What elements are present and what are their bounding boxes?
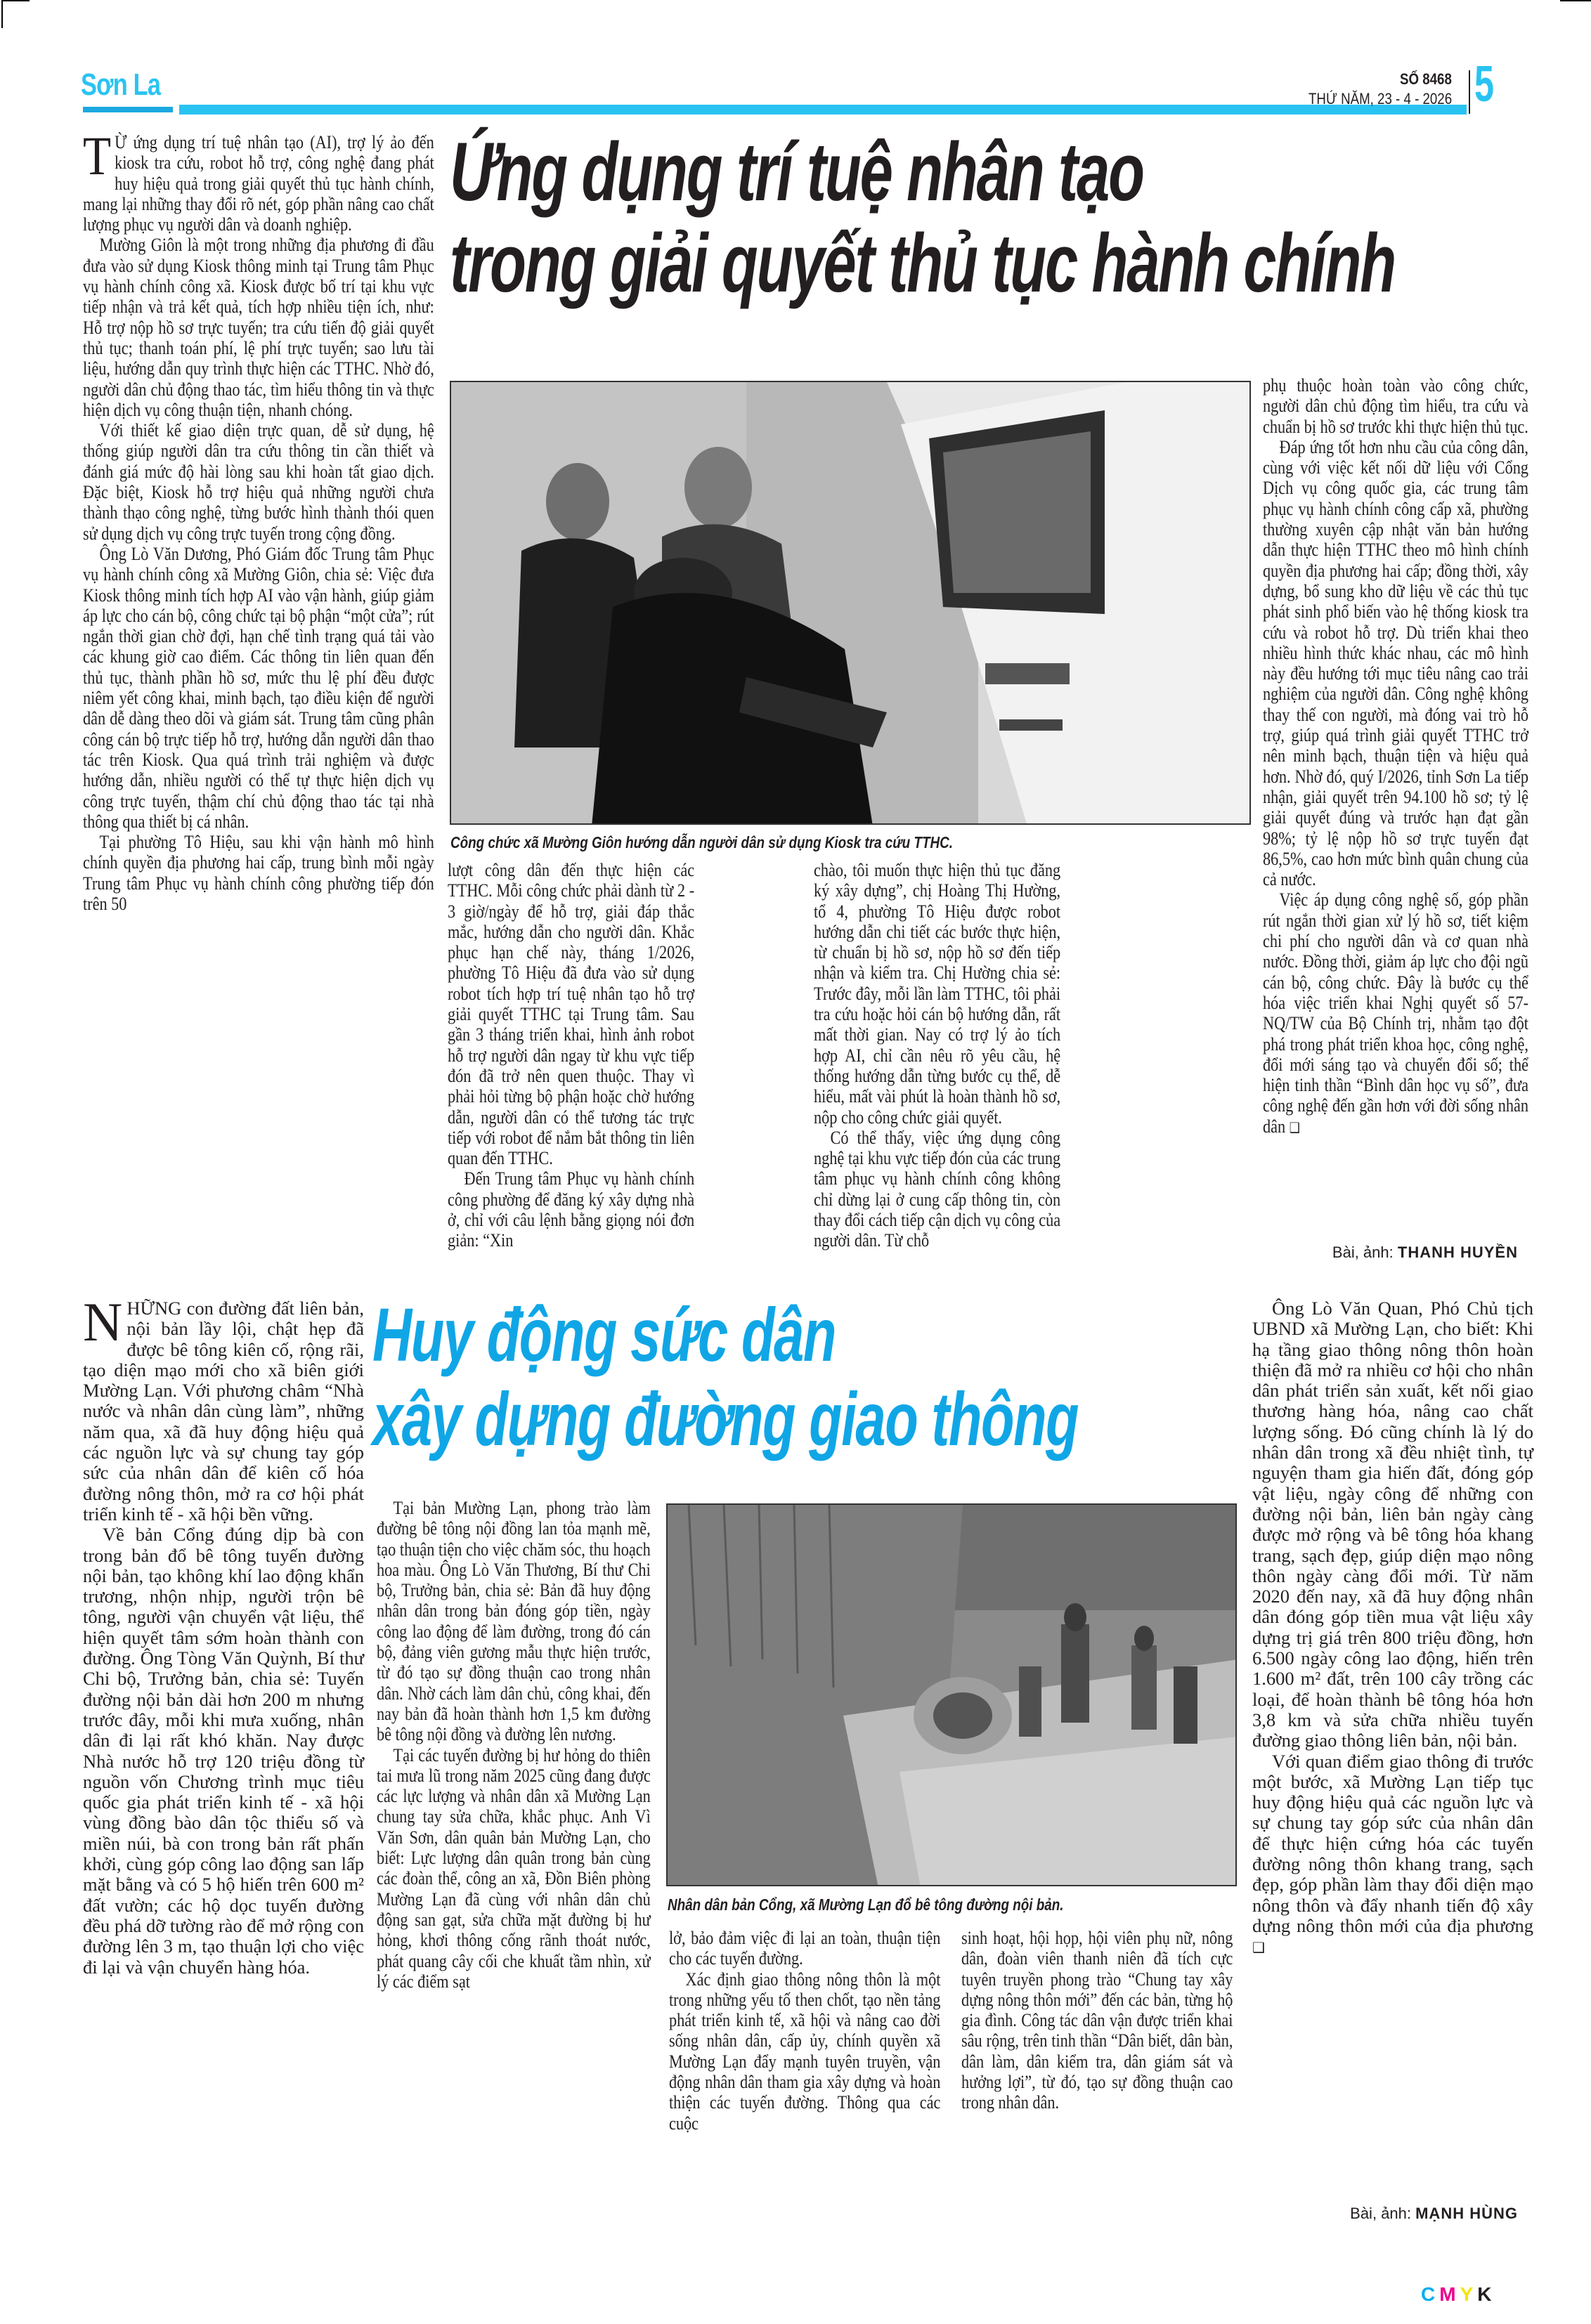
article2-paragraph: Tại các tuyến đường bị hư hỏng do thiên tai mưa lũ trong năm 2025 cũng đang được các lực lượng và nhân dân xã Mường Lạn chung tay sửa chữa, khắc phục. Anh Vì Văn Sơn, dân quân bản Mường Lạn, cho biết: Lực lượng dân quân trong bản cùng các đoàn thể, công an xã, Đồn Biên phòng Mường Lạn đã cùng với nhân dân chủ động san gạt, sửa chữa mặt đường bị hư hỏng, khơi thông cống rãnh thoát nước, phát quang cây cối che khuất tầm nhìn, xử lý các điểm sạt [377, 1744, 651, 1992]
article2-col1 [83, 1291, 364, 1978]
article1-lead: T Ừ ứng dụng trí tuệ nhân tạo (AI), trợ lý ảo đến kiosk tra cứu, robot hỗ trợ, công nghệ đang phát huy hiệu quả trong giải quyết thủ tục hành chính, mang lại những thay đổi rõ nét, góp phần nâng cao chất lượng phục vụ người dân và doanh nghiệp. [83, 125, 434, 235]
issue-date: THỨ NĂM, 23 - 4 - 2026 [1308, 90, 1452, 107]
cmyk-c: C [1421, 2283, 1440, 2305]
article1-paragraph: Đến Trung tâm Phục vụ hành chính công phường để đăng ký xây dựng nhà ở, chỉ với câu lệnh bằng giọng nói đơn giản: “Xin [448, 1168, 695, 1251]
article2-headline [372, 1293, 1244, 1461]
cmyk-y: Y [1460, 2283, 1478, 2305]
header-rule-long [179, 105, 1467, 115]
article1-paragraph: Đáp ứng tốt hơn nhu cầu của công dân, cùng với việc kết nối dữ liệu với Cổng Dịch vụ công quốc gia, các trung tâm phục vụ hành chính công cấp xã, phường thường xuyên cập nhật văn bản hướng dẫn thực hiện TTHC theo mô hình chính quyền địa phương hai cấp; đồng thời, xây dựng, bổ sung kho dữ liệu về các thủ tục phát sinh phổ biến vào hệ thống kiosk tra cứu và robot hỗ trợ. Dù triển khai theo nhiều hình thức khác nhau, các mô hình này đều hướng tới mục tiêu nâng cao trải nghiệm của người dân. Công nghệ không thay thế con người, mà đóng vai trò hỗ trợ, giúp quá trình giải quyết TTHC trở nên minh bạch, thuận tiện và hiệu quả hơn. Nhờ đó, quý I/2026, tỉnh Sơn La tiếp nhận, giải quyết trên 94.100 hồ sơ; tỷ lệ giải quyết đúng và trước hạn đạt gần 98%; tỷ lệ nộp hồ sơ trực tuyến đạt 86,5%, cao hơn mức bình quân chung của cả nước. [1263, 436, 1528, 890]
article2-paragraph: Về bản Cổng đúng dịp bà con trong bản đổ bê tông tuyến đường nội bản, tạo không khí lao động khẩn trương, nhộn nhịp, người trộn bê tông, người vận chuyển vật liệu, thể hiện quyết tâm sớm hoàn thành con đường. Ông Tòng Văn Quỳnh, Bí thư Chi bộ, Trưởng bản, chia sẻ: Tuyến đường nội bản dài hơn 200 m nhưng trước đây, mỗi khi mưa xuống, nhân dân đi lại rất khó khăn. Nay được Nhà nước hỗ trợ 120 triệu đồng từ nguồn vốn Chương trình mục tiêu quốc gia phát triển kinh tế - xã hội vùng đồng bào dân tộc thiểu số và miền núi, bà con trong bản rất phấn khởi, cùng góp công lao động san lấp mặt bằng và có 5 hộ hiến trên 600 m² đất vườn; các hộ dọc tuyến đường đều phá dỡ tường rào để mở rộng con đường lên 3 m, tạo thuận lợi cho việc đi lại và vận chuyển hàng hóa. [83, 1524, 364, 1978]
crop-mark-top-right-h [1560, 0, 1591, 1]
byline-author: THANH HUYỀN [1397, 1243, 1518, 1261]
cmyk-m: M [1439, 2283, 1460, 2305]
article2-photo-road [666, 1503, 1237, 1886]
cmyk-register-marks [1421, 2283, 1495, 2306]
article2-paragraph: Với quan điểm giao thông đi trước một bước, xã Mường Lạn tiếp tục huy động hiệu quả các nguồn lực và sự chung tay góp sức của nhân dân để thực hiện cứng hóa các tuyến đường nông thôn khang trang, sạch đẹp, góp phần làm thay đổi diện mạo nông thôn và đẩy nhanh tiến độ xây dựng nông thôn mới của địa phương ❑ [1252, 1750, 1533, 1957]
article2-lead: NHỮNG con đường đất liên bản, nội bản lầy lội, chật hẹp đã được bê tông kiên cố, rộng rãi, tạo diện mạo mới cho xã biên giới Mường Lạn. Với phương châm “Nhà nước và nhân dân cùng làm”, những năm qua, xã đã huy động hiệu quả các nguồn lực và sự chung tay góp sức của nhân dân để kiên cố hóa đường nông thôn, mở ra cơ hội phát triển kinh tế - xã hội bền vững. [83, 1291, 364, 1525]
article2-photo-caption: Nhân dân bản Cổng, xã Mường Lạn đổ bê tông đường nội bản. [668, 1895, 1064, 1914]
article1-paragraph: lượt công dân đến thực hiện các TTHC. Mỗi công chức phải dành từ 2 - 3 giờ/ngày để hỗ trợ, giải đáp thắc mắc, hướng dẫn cho người dân. Khắc phục hạn chế này, tháng 1/2026, phường Tô Hiệu đã đưa vào sử dụng robot tích hợp trí tuệ nhân tạo hỗ trợ giải quyết TTHC tại Trung tâm. Sau gần 3 tháng triển khai, hình ảnh robot hỗ trợ người dân ngay từ khu vực tiếp đón đã trở nên quen thuộc. Thay vì phải hỏi từng bộ phận hoặc chờ hướng dẫn, người dân có thể tương tác trực tiếp với robot để nắm bắt thông tin liên quan đến TTHC. [448, 859, 695, 1169]
article2-paragraph: Ông Lò Văn Quan, Phó Chủ tịch UBND xã Mường Lạn, cho biết: Khi hạ tầng giao thông nông thôn hoàn thiện đã mở ra nhiều cơ hội cho nhân dân phát triển sản xuất, kết nối giao thương hàng hóa, nâng cao chất lượng sống. Đó cũng chính là lý do nhân dân trong xã đều nhiệt tình, tự nguyện tham gia hiến đất, đóng góp vật liệu, ngày công để những con đường nội bản, liên bản ngày càng được mở rộng và bê tông hóa khang trang, sạch đẹp, giúp diện mạo nông thôn ngày càng đổi mới. Từ năm 2020 đến nay, xã đã huy động nhân dân đóng góp tiền mua vật liệu xây dựng trị giá trên 800 triệu đồng, hơn 6.500 ngày công lao động, hiến trên 1.600 m² đất, trên 100 cây trồng các loại, để hoàn thành bê tông hóa hơn 3,8 km và sửa chữa nhiều tuyến đường giao thông liên bản, nội bản. [1252, 1298, 1533, 1751]
article2-paragraph: sinh hoạt, hội họp, hội viên phụ nữ, nông dân, đoàn viên thanh niên đã tích cực tuyên truyền phong trào “Chung tay xây dựng nông thôn mới” đến các bản, từng hộ gia đình. Công tác dân vận được triển khai sâu rộng, trên tinh thần “Dân biết, dân bàn, dân làm, dân kiểm tra, dân giám sát và hưởng lợi”, từ đó, tạo sự đồng thuận cao trong nhân dân. [961, 1927, 1233, 2113]
end-mark-icon: ❑ [1252, 1939, 1265, 1957]
article1-col1 [83, 125, 434, 914]
article1-paragraph: Tại phường Tô Hiệu, sau khi vận hành mô hình chính quyền địa phương hai cấp, trung bình mỗi ngày Trung tâm Phục vụ hành chính công phường tiếp đón trên 50 [83, 831, 434, 914]
article2-col3 [669, 1928, 943, 2134]
article2-col5 [1252, 1298, 1533, 1959]
article2-paragraph: lở, bảo đảm việc đi lại an toàn, thuận tiện cho các tuyến đường. [669, 1927, 941, 1969]
article1-headline-line1: Ứng dụng trí tuệ nhân tạo [450, 126, 1143, 218]
article1-paragraph: chào, tôi muốn thực hiện thủ tục đăng ký xây dựng”, chị Hoàng Thị Hường, tổ 4, phường Tô Hiệu được robot hướng dẫn chi tiết các bước thực hiện, từ chuẩn bị hồ sơ, nộp hồ sơ đến tiếp nhận và kiểm tra. Chị Hường chia sẻ: Trước đây, mỗi lần làm TTHC, tôi phải tra cứu hoặc hỏi cán bộ hướng dẫn, rất mất thời gian. Nay có trợ lý ảo tích hợp AI, chỉ cần nêu rõ yêu cầu, hệ thống hướng dẫn từng bước cụ thể, dễ hiểu, mất vài phút là hoàn thành hồ sơ, nộp cho công chức giải quyết. [814, 859, 1061, 1128]
page-number: 5 [1474, 56, 1495, 112]
crop-mark-top-left-v [1, 0, 3, 28]
article1-col2 [448, 860, 694, 1251]
crop-mark-top-left-h [1, 0, 30, 1]
issue-number: SỐ 8468 [1400, 70, 1452, 88]
article1-byline [1332, 1243, 1518, 1262]
article1-paragraph: Việc áp dụng công nghệ số, góp phần rút ngắn thời gian xử lý hồ sơ, tiết kiệm chi phí cho người dân và cơ quan nhà nước. Đồng thời, giảm áp lực cho đội ngũ cán bộ, công chức. Đây là bước cụ thể hóa việc triển khai Nghị quyết số 57-NQ/TW của Bộ Chính trị, nhằm tạo đột phá trong phát triển khoa học, công nghệ, đổi mới sáng tạo và chuyển đổi số; thể hiện tinh thần “Bình dân học vụ số”, đưa công nghệ đến gần hơn với đời sống nhân dân ❑ [1263, 889, 1528, 1137]
article1-photo-kiosk [450, 381, 1251, 825]
byline-author: MẠNH HÙNG [1415, 2205, 1518, 2222]
kiosk-photo-illustration [451, 382, 1251, 825]
article1-dropcap: T [83, 125, 112, 186]
article1-paragraph: Mường Giôn là một trong những địa phương đi đầu đưa vào sử dụng Kiosk thông minh tại Trung tâm Phục vụ hành chính công xã. Kiosk được bố trí tại khu vực tiếp nhận và trả kết quả, tích hợp nhiều tiện ích, như: Hỗ trợ nộp hồ sơ trực tuyến; tra cứu tiến độ giải quyết thủ tục; thanh toán phí, lệ phí trực tuyến; sao lưu tài liệu, hướng dẫn quy trình thực hiện các TTHC. Nhờ đó, người dân chủ động thao tác, tìm hiểu thông tin và thực hiện dịch vụ công thuận tiện, nhanh chóng. [83, 234, 434, 420]
article2-headline-line2: xây dựng đường giao thông [372, 1376, 1079, 1461]
article2-col2 [377, 1498, 651, 1992]
article2-col4 [961, 1928, 1235, 2113]
article2-byline [1350, 2205, 1518, 2223]
article1-paragraph: Ông Lò Văn Dương, Phó Giám đốc Trung tâm Phục vụ hành chính công xã Mường Giôn, chia sẻ: Việc đưa Kiosk thông minh tích hợp AI vào vận hành, giúp giảm áp lực cho cán bộ, công chức tại bộ phận “một cửa”; rút ngắn thời gian chờ đợi, hạn chế tình trạng quá tải vào các khung giờ cao điểm. Các thông tin liên quan đến thủ tục, thành phần hồ sơ, mức thu lệ phí đều được niêm yết công khai, minh bạch, tạo điều kiện để người dân dễ dàng theo dõi và giám sát. Trung tâm cũng phân công cán bộ trực tiếp hỗ trợ, hướng dẫn người dân thao tác trên Kiosk. Qua quá trình trải nghiệm và được hướng dẫn, nhiều người có thể tự thực hiện dịch vụ công trực tuyến, thậm chí chủ động thao tác tại nhà thông qua thiết bị cá nhân. [83, 542, 434, 832]
article1-headline-line2: trong giải quyết thủ tục hành chính [450, 217, 1396, 310]
header-divider [1469, 70, 1470, 114]
section-name: Sơn La [81, 67, 161, 102]
article1-paragraph: Với thiết kế giao diện trực quan, dễ sử dụng, hệ thống giúp người dân tra cứu thông tin cần thiết và đánh giá mức độ hài lòng sau khi hoàn tất giao dịch. Đặc biệt, Kiosk hỗ trợ hiệu quả những người chưa thành thạo công nghệ, từng bước hình thành thói quen sử dụng dịch vụ công trực tuyến trong cộng đồng. [83, 419, 434, 544]
article1-photo-caption: Công chức xã Mường Giôn hướng dẫn người dân sử dụng Kiosk tra cứu TTHC. [450, 833, 953, 851]
article1-paragraph: Có thể thấy, việc ứng dụng công nghệ tại khu vực tiếp đón của các trung tâm phục vụ hành chính công không chỉ dừng lại ở cung cấp thông tin, còn thay đổi cách tiếp cận dịch vụ công của người dân. Từ chỗ [814, 1126, 1061, 1251]
article1-col4 [1263, 375, 1528, 1138]
article1-paragraph: phụ thuộc hoàn toàn vào công chức, người dân chủ động tìm hiểu, tra cứu và chuẩn bị hồ sơ trước khi thực hiện thủ tục. [1263, 374, 1528, 437]
article1-col3-text [814, 860, 1060, 1251]
byline-prefix: Bài, ảnh: [1332, 1243, 1394, 1261]
road-photo-illustration [668, 1505, 1237, 1886]
article1-headline [450, 126, 1546, 309]
article2-paragraph: Xác định giao thông nông thôn là một trong những yếu tố then chốt, tạo nền tảng phát triển kinh tế, xã hội và nâng cao đời sống nhân dân, cấp ủy, chính quyền xã Mường Lạn đẩy mạnh tuyên truyền, vận động nhân dân tham gia xây dựng và hoàn thiện các tuyến đường. Thông qua các cuộc [669, 1968, 941, 2134]
article2-dropcap: N [83, 1291, 123, 1352]
cmyk-k: K [1477, 2283, 1496, 2305]
article2-headline-line1: Huy động sức dân [372, 1292, 836, 1377]
header-rule-short [83, 107, 173, 112]
byline-prefix: Bài, ảnh: [1350, 2205, 1411, 2222]
article2-paragraph: Tại bản Mường Lạn, phong trào làm đường bê tông nội đồng lan tỏa mạnh mẽ, tạo thuận tiện cho việc chăm sóc, thu hoạch hoa màu. Ông Lò Văn Thương, Bí thư Chi bộ, Trưởng bản, chia sẻ: Bản đã huy động nhân dân trong bản đóng góp tiền, ngày công lao động để làm đường, trong đó cán bộ, đảng viên gương mẫu thực hiện trước, từ đó tạo sự đồng thuận cao trong nhân dân. Nhờ cách làm dân chủ, công khai, đến nay bản đã hoàn thành hơn 1,5 km đường bê tông nội đồng và đường lên nương. [377, 1497, 651, 1745]
end-mark-icon: ❑ [1289, 1118, 1300, 1136]
